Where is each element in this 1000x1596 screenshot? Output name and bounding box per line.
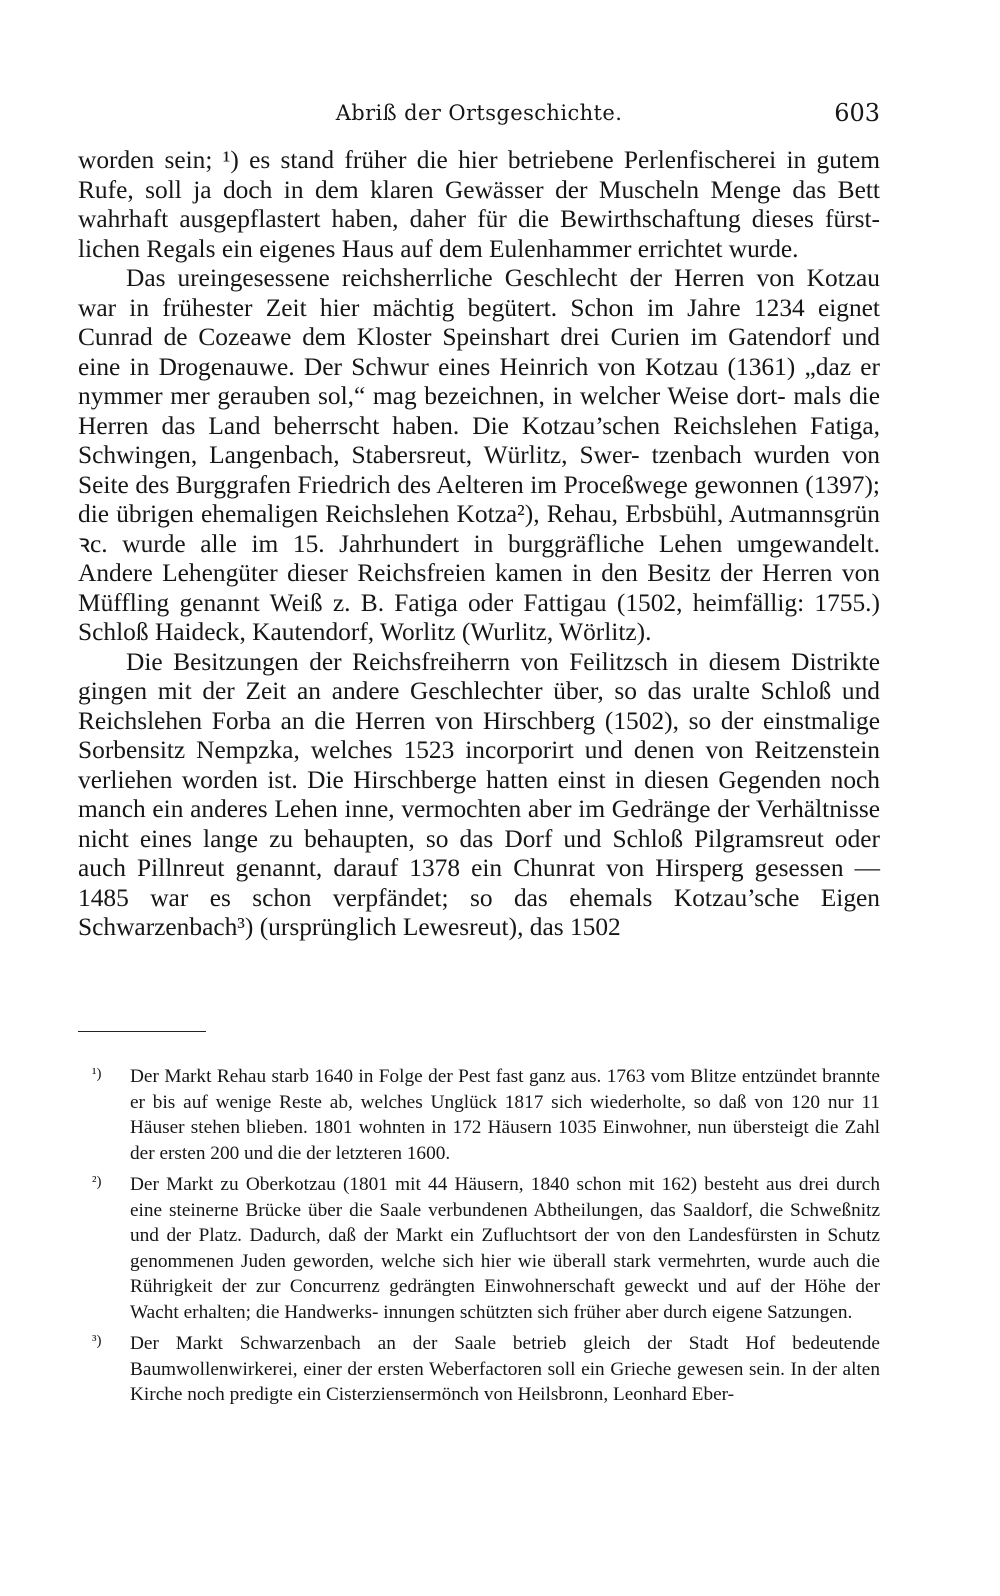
footnote-divider — [78, 1031, 206, 1032]
main-text — [78, 146, 880, 943]
page-number: 603 — [834, 99, 880, 127]
footnotes — [78, 1064, 880, 1414]
paragraph-kotzau: Das ureingesessene reichsherrliche Geschlecht der Herren von Kotzau war in frühester Zeit hier mächtig begütert. Schon im Jahre 1234 eignet Cunrad de Cozeawe dem Kloster Speinshart drei Curien im Gatendorf und eine in Drogenauwe. Der Schwur eines Heinrich von Kotzau (1361) „daz er nymmer mer gerauben sol,“ mag bezeichnen, in welcher Weise dort- mals die Herren das Land beherrscht haben. Die Kotzau’schen Reichslehen Fatiga, Schwingen, Langenbach, Stabersreut, Würlitz, Swer- tzenbach wurden von Seite des Burggrafen Friedrich des Aelteren im Proceßwege gewonnen (1397); die übrigen ehemaligen Reichslehen Kotza²), Rehau, Erbsbühl, Autmannsgrün ꝛc. wurde alle im 15. Jahrhundert in burggräfliche Lehen umgewandelt. Andere Lehengüter dieser Reichsfreien kamen in den Besitz der Herren von Müffling genannt Weiß z. B. Fatiga oder Fattigau (1502, heimfällig: 1755.) Schloß Haideck, Kautendorf, Worlitz (Wurlitz, Wörlitz). — [78, 264, 880, 646]
footnote-marker: ³) — [92, 1333, 102, 1349]
footnote-text: Der Markt Rehau starb 1640 in Folge der Pest fast ganz aus. 1763 vom Blitze entzündet brannte er bis auf wenige Reste ab, welches Unglück 1817 sich wiederholte, so daß von 120 nur 11 Häuser stehen blieben. 1801 wohnten in 172 Häusern 1035 Einwohner, nun übersteigt die Zahl der ersten 200 und die der letzteren 1600. — [130, 1066, 880, 1164]
paragraph-continued: worden sein; ¹) es stand früher die hier betriebene Perlenfischerei in gutem Rufe, soll ja doch in dem klaren Gewässer der Muscheln Menge das Bett wahrhaft ausgepflastert haben, daher für die Bewirthschaftung dieses fürst- lichen Regals ein eigenes Haus auf dem Eulenhammer errichtet wurde. — [78, 146, 880, 263]
footnote-text: Der Markt zu Oberkotzau (1801 mit 44 Häusern, 1840 schon mit 162) besteht aus drei durch eine steinerne Brücke über die Saale verbundenen Abtheilungen, das Saaldorf, die Schweßnitz und der Platz. Dadurch, daß der Markt ein Zufluchtsort der von den Landesfürsten in Schutz genommenen Juden geworden, welche sich hier wie überall stark vermehrten, wurde auch die Rührigkeit der zur Concurrenz gedrängten Einwohnerschaft geweckt und auf der Höhe der Wacht erhalten; die Handwerks- innungen schützten sich früher aber durch eigene Satzungen. — [130, 1174, 880, 1323]
footnote-2 — [78, 1172, 880, 1325]
footnote-marker: ¹) — [92, 1066, 102, 1082]
footnote-1 — [78, 1064, 880, 1166]
footnote-3 — [78, 1331, 880, 1408]
footnote-text: Der Markt Schwarzenbach an der Saale betrieb gleich der Stadt Hof bedeutende Baumwollenwirkerei, einer der ersten Weberfactoren soll ein Grieche gewesen sein. In der alten Kirche noch predigte ein Cisterziensermönch von Heilsbronn, Leonhard Eber- — [130, 1333, 880, 1405]
footnote-marker: ²) — [92, 1174, 102, 1190]
paragraph-feilitzsch: Die Besitzungen der Reichsfreiherrn von Feilitzsch in diesem Distrikte gingen mit der Zeit an andere Geschlechter über, so das uralte Schloß und Reichslehen Forba an die Herren von Hirschberg (1502), so der einstmalige Sorbensitz Nempzka, welches 1523 incorporirt und denen von Reitzenstein verliehen worden ist. Die Hirschberge hatten einst in diesen Gegenden noch manch ein anderes Lehen inne, vermochten aber im Gedränge der Verhältnisse nicht eines lange zu behaupten, so das Dorf und Schloß Pilgramsreut oder auch Pillnreut genannt, darauf 1378 ein Chunrat von Hirsperg gesessen — 1485 war es schon verpfändet; so das ehemals Kotzau’sche Eigen Schwarzenbach³) (ursprünglich Lewesreut), das 1502 — [78, 647, 880, 941]
running-header — [78, 96, 880, 130]
running-title: Abriß der Ortsgeschichte. — [335, 101, 623, 125]
